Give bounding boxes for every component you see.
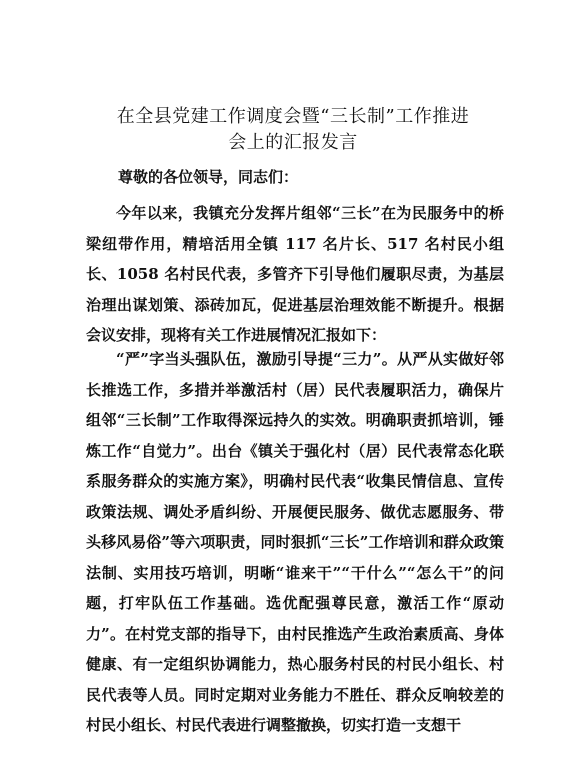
salutation: 尊敬的各位领导，同志们：	[118, 168, 299, 186]
document-title	[60, 104, 526, 156]
title-line-2: 会上的汇报发言	[228, 132, 358, 153]
paragraph-intro: 今年以来，我镇充分发挥片组邻“三长”在为民服务中的桥梁纽带作用，精培活用全镇 117 名片长、517 名村民小组长、1058 名村民代表，多管齐下引导他们履职尽责，为基层治理出谋划策、添砖加瓦，促进基层治理效能不断提升。根据会议安排，现将有关工作进展情况汇报如下：	[86, 204, 504, 344]
title-line-1: 在全县党建工作调度会暨“三长制”工作推进	[116, 106, 470, 127]
paragraph-strengthen-team: “严”字当头强队伍，激励引导提“三力”。从严从实做好邻长推选工作，多措并举激活村（居）民代表履职活力，确保片组邻“三长制”工作取得深远持久的实效。明确职责抓培训，锤炼工作“自觉力”。出台《镇关于强化村（居）民代表常态化联系服务群众的实施方案》，明确村民代表“收集民情信息、宣传政策法规、调处矛盾纠纷、开展便民服务、做优志愿服务、带头移风易俗”等六项职责，同时狠抓“三长”工作培训和群众政策法制、实用技巧培训，明晰“谁来干”“干什么”“怎么干”的问题，打牢队伍工作基础。选优配强尊民意，激活工作“原动力”。在村党支部的指导下，由村民推选产生政治素质高、身体健康、有一定组织协调能力，热心服务村民的村民小组长、村民代表等人员。同时定期对业务能力不胜任、群众反响较差的村民小组长、村民代表进行调整撤换，切实打造一支想干	[86, 350, 504, 734]
